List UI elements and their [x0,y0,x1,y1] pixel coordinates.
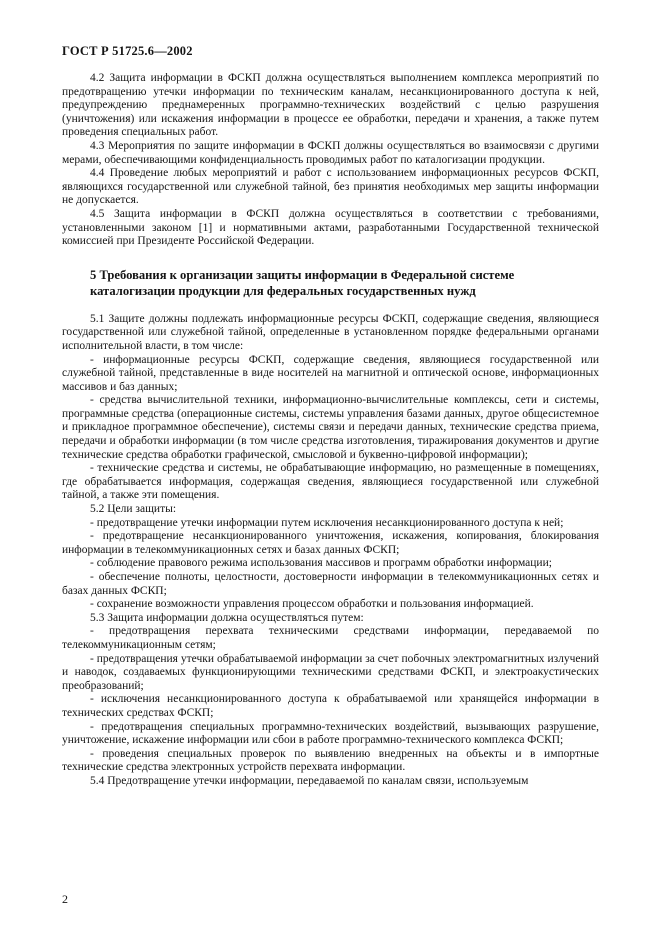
list-item: - предотвращения утечки обрабатываемой информации за счет побочных электромагнитных излучений и наводок, создаваемых функционирующими техническими средствами ФСКП, и электроакустических преобразований; [62,652,599,692]
paragraph-5-2: 5.2 Цели защиты: [90,503,177,516]
list-item: - предотвращения перехвата техническими средствами информации, передаваемой по телекоммуникационным сетям; [62,625,599,651]
page-number: 2 [62,892,68,906]
list-item: - информационные ресурсы ФСКП, содержащие сведения, являющиеся государственной или служебной тайной, представленные в виде носителей на магнитной и оптической основе, информационных массивов и баз данных; [62,353,599,393]
list-item: - обеспечение полноты, целостности, достоверности информации в телекоммуникационных сетях и базах данных ФСКП; [62,571,599,597]
list-item: - предотвращение несанкционированного уничтожения, искажения, копирования, блокирования информации в телекоммуникационных сетях и базах данных ФСКП; [62,530,599,556]
paragraph-4-5: 4.5 Защита информации в ФСКП должна осуществляться в соответствии с требованиями, установленными законом [1] и нормативными актами, разработанными Государственной технической комиссией при Президенте Российской Федерации. [62,207,599,248]
list-item: - средства вычислительной техники, информационно-вычислительные комплексы, сети и системы, программные средства (операционные системы, системы управления базами данных, другое общесистемное и прикладное программное обеспечение), системы связи и передачи данных, технические средства приема, передачи и обработки информации (в том числе средства изготовления, тиражирования документов и другие технические средства обработки графической, смысловой и буквенно-цифровой информации); [62,394,599,461]
paragraph-4-4: 4.4 Проведение любых мероприятий и работ с использованием информационных ресурсов ФСКП, являющихся государственной или служебной тайной, без принятия необходимых мер защиты информации не допускается. [62,167,599,207]
list-item: - проведения специальных проверок по выявлению внедренных на объекты и в импортные технические средства электронных устройств перехвата информации. [62,747,599,774]
paragraph-4-2: 4.2 Защита информации в ФСКП должна осуществляться выполнением комплекса мероприятий по предотвращению утечки информации по техническим каналам, несанкционированного доступа к ней, предупреждению преднамеренных программно-технических воздействий с целью разрушения (уничтожения) или искажения информации в процессе ее обработки, передачи и хранения, а также путем проведения специальных работ. [62,72,599,139]
paragraph-5-3: 5.3 Защита информации должна осуществляться путем: [90,611,364,624]
list-item: - предотвращения специальных программно-технических воздействий, вызывающих разрушение, уничтожение, искажение информации или сбои в работе программно-технического комплекса ФСКП; [62,720,599,747]
list-item: - технические средства и системы, не обрабатывающие информацию, но размещенные в помещениях, где обрабатывается информация, содержащая сведения, являющиеся государственной или служебной тайной, а также эти помещения. [62,462,599,502]
section-number: 5 [90,267,97,282]
list-item: - сохранение возможности управления процессом обработки и пользования информацией. [90,598,534,611]
list-item: - предотвращение утечки информации путем исключения несанкционированного доступа к ней; [90,516,564,529]
list-item: - исключения несанкционированного доступа к обрабатываемой или хранящейся информации в технических средствах ФСКП; [62,693,599,719]
section-heading [62,267,599,299]
paragraph-4-3: 4.3 Мероприятия по защите информации в ФСКП должны осуществляться во взаимосвязи с другими мерами, обеспечивающими конфиденциальность проводимых работ по каталогизации продукции. [62,139,599,166]
document-body [62,72,599,789]
list-item: - соблюдение правового режима использования массивов и программ обработки информации; [90,557,552,570]
section-title: Требования к организации защиты информации в Федеральной системе каталогизации продукции для федеральных государственных нужд [90,267,515,298]
paragraph-5-4: 5.4 Предотвращение утечки информации, передаваемой по каналам связи, используемым [90,774,529,787]
paragraph-5-1: 5.1 Защите должны подлежать информационные ресурсы ФСКП, содержащие сведения, являющиеся государственной или служебной тайной, определенные в установленном порядке федеральными органами исполнительной власти, в том числе: [62,312,599,352]
document-header: ГОСТ Р 51725.6—2002 [62,44,193,58]
